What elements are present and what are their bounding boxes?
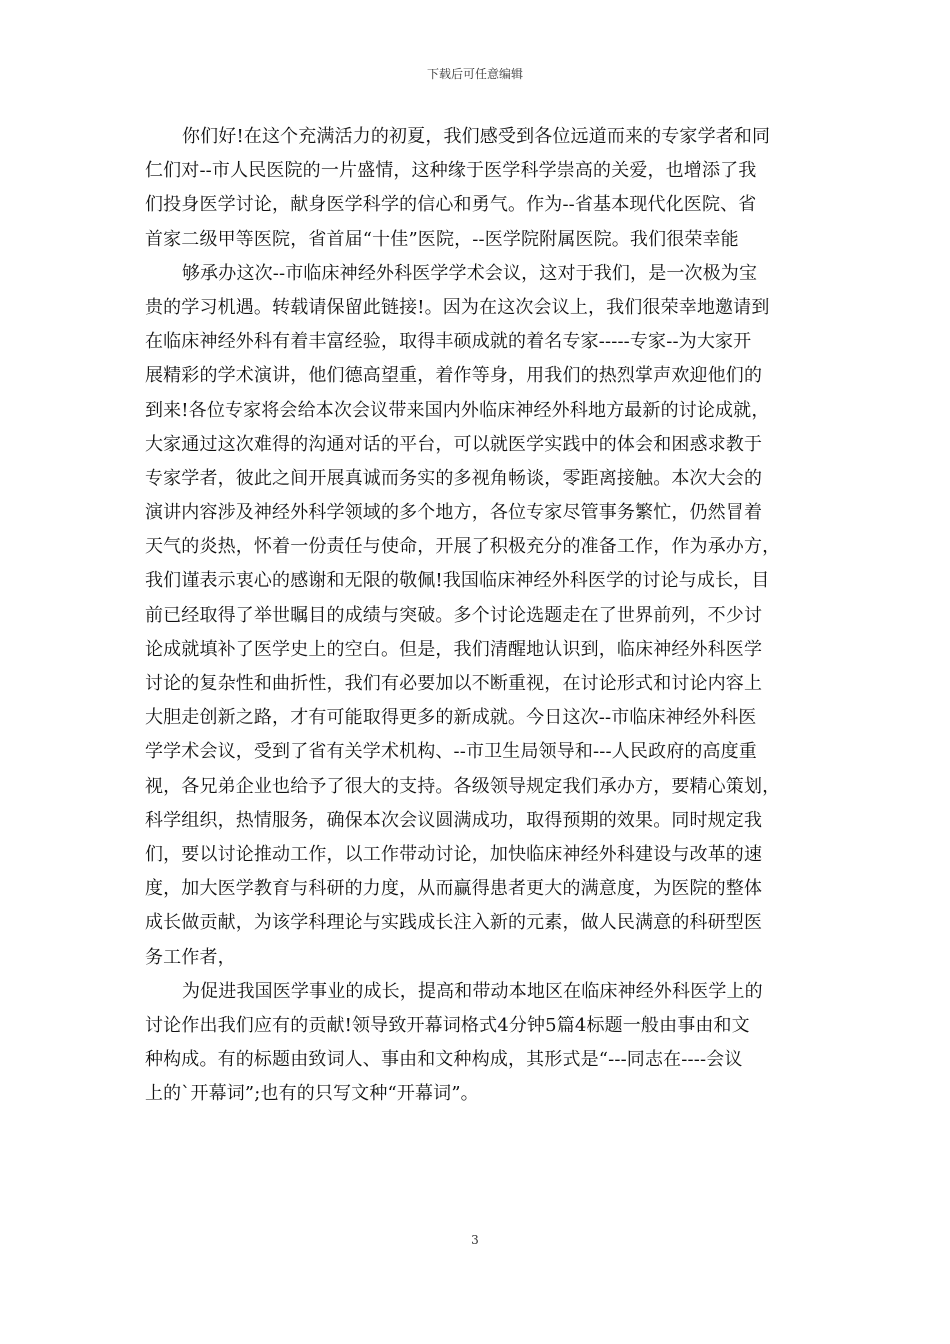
text-line: 天气的炎热，怀着一份责任与使命，开展了积极充分的准备工作，作为承办方， bbox=[145, 536, 781, 558]
text-line: 视，各兄弟企业也给予了很大的支持。各级领导规定我们承办方，要精心策划， bbox=[145, 775, 781, 797]
text-line: 论成就填补了医学史上的空白。但是，我们清醒地认识到，临床神经外科医学 bbox=[145, 638, 763, 660]
text-line: 演讲内容涉及神经外科学领域的多个地方，各位专家尽管事务繁忙，仍然冒着 bbox=[145, 502, 763, 524]
text-line: 们，要以讨论推动工作，以工作带动讨论，加快临床神经外科建设与改革的速 bbox=[145, 843, 763, 865]
text-line: 务工作者， bbox=[145, 946, 236, 968]
text-line: 成长做贡献，为该学科理论与实践成长注入新的元素，做人民满意的科研型医 bbox=[145, 912, 763, 934]
text-line: 上的`开幕词”;也有的只写文种“开幕词”。 bbox=[145, 1083, 479, 1105]
text-line: 讨论的复杂性和曲折性，我们有必要加以不断重视，在讨论形式和讨论内容上 bbox=[145, 673, 763, 694]
text-line: 展精彩的学术演讲，他们德高望重，着作等身，用我们的热烈掌声欢迎他们的 bbox=[145, 365, 763, 387]
document-body bbox=[145, 120, 815, 1111]
paragraph-2 bbox=[145, 257, 815, 975]
paragraph-3 bbox=[145, 975, 815, 1112]
page-header: 下载后可任意编辑 bbox=[426, 67, 523, 81]
text-line: 学学术会议，受到了省有关学术机构、--市卫生局领导和---人民政府的高度重 bbox=[145, 741, 757, 763]
text-line: 首家二级甲等医院，省首届“十佳”医院，--医学院附属医院。我们很荣幸能 bbox=[145, 228, 739, 250]
page-number: 3 bbox=[471, 1233, 479, 1247]
text-line: 讨论作出我们应有的贡献!领导致开幕词格式4分钟5篇4标题一般由事由和文 bbox=[145, 1014, 750, 1036]
text-line: 专家学者，彼此之间开展真诚而务实的多视角畅谈，零距离接触。本次大会的 bbox=[145, 467, 763, 489]
text-line: 你们好!在这个充满活力的初夏，我们感受到各位远道而来的专家学者和同 bbox=[182, 126, 771, 147]
text-line: 们投身医学讨论，献身医学科学的信心和勇气。作为--省基本现代化医院、省 bbox=[145, 194, 757, 216]
text-line: 大胆走创新之路，才有可能取得更多的新成就。今日这次--市临床神经外科医 bbox=[145, 707, 757, 729]
text-line: 贵的学习机遇。转载请保留此链接!。因为在这次会议上，我们很荣幸地邀请到 bbox=[145, 296, 770, 318]
text-line: 前已经取得了举世瞩目的成绩与突破。多个讨论选题走在了世界前列，不少讨 bbox=[145, 604, 763, 626]
text-line: 到来!各位专家将会给本次会议带来国内外临床神经外科地方最新的讨论成就， bbox=[145, 399, 770, 421]
paragraph-1 bbox=[145, 120, 815, 257]
text-line: 够承办这次--市临床神经外科医学学术会议，这对于我们，是一次极为宝 bbox=[182, 262, 758, 284]
text-line: 我们谨表示衷心的感谢和无限的敬佩!我国临床神经外科医学的讨论与成长，目 bbox=[145, 570, 770, 592]
text-line: 在临床神经外科有着丰富经验，取得丰硕成就的着名专家-----专家--为大家开 bbox=[145, 331, 752, 353]
text-line: 大家通过这次难得的沟通对话的平台，可以就医学实践中的体会和困惑求教于 bbox=[145, 433, 763, 455]
text-line: 种构成。有的标题由致词人、事由和文种构成，其形式是“---同志在----会议 bbox=[145, 1049, 743, 1071]
text-line: 仁们对--市人民医院的一片盛情，这种缘于医学科学崇高的关爱，也增添了我 bbox=[145, 160, 757, 182]
text-line: 为促进我国医学事业的成长，提高和带动本地区在临床神经外科医学上的 bbox=[182, 980, 763, 1002]
text-line: 科学组织，热情服务，确保本次会议圆满成功，取得预期的效果。同时规定我 bbox=[145, 809, 763, 831]
text-line: 度，加大医学教育与科研的力度，从而赢得患者更大的满意度，为医院的整体 bbox=[145, 878, 763, 900]
